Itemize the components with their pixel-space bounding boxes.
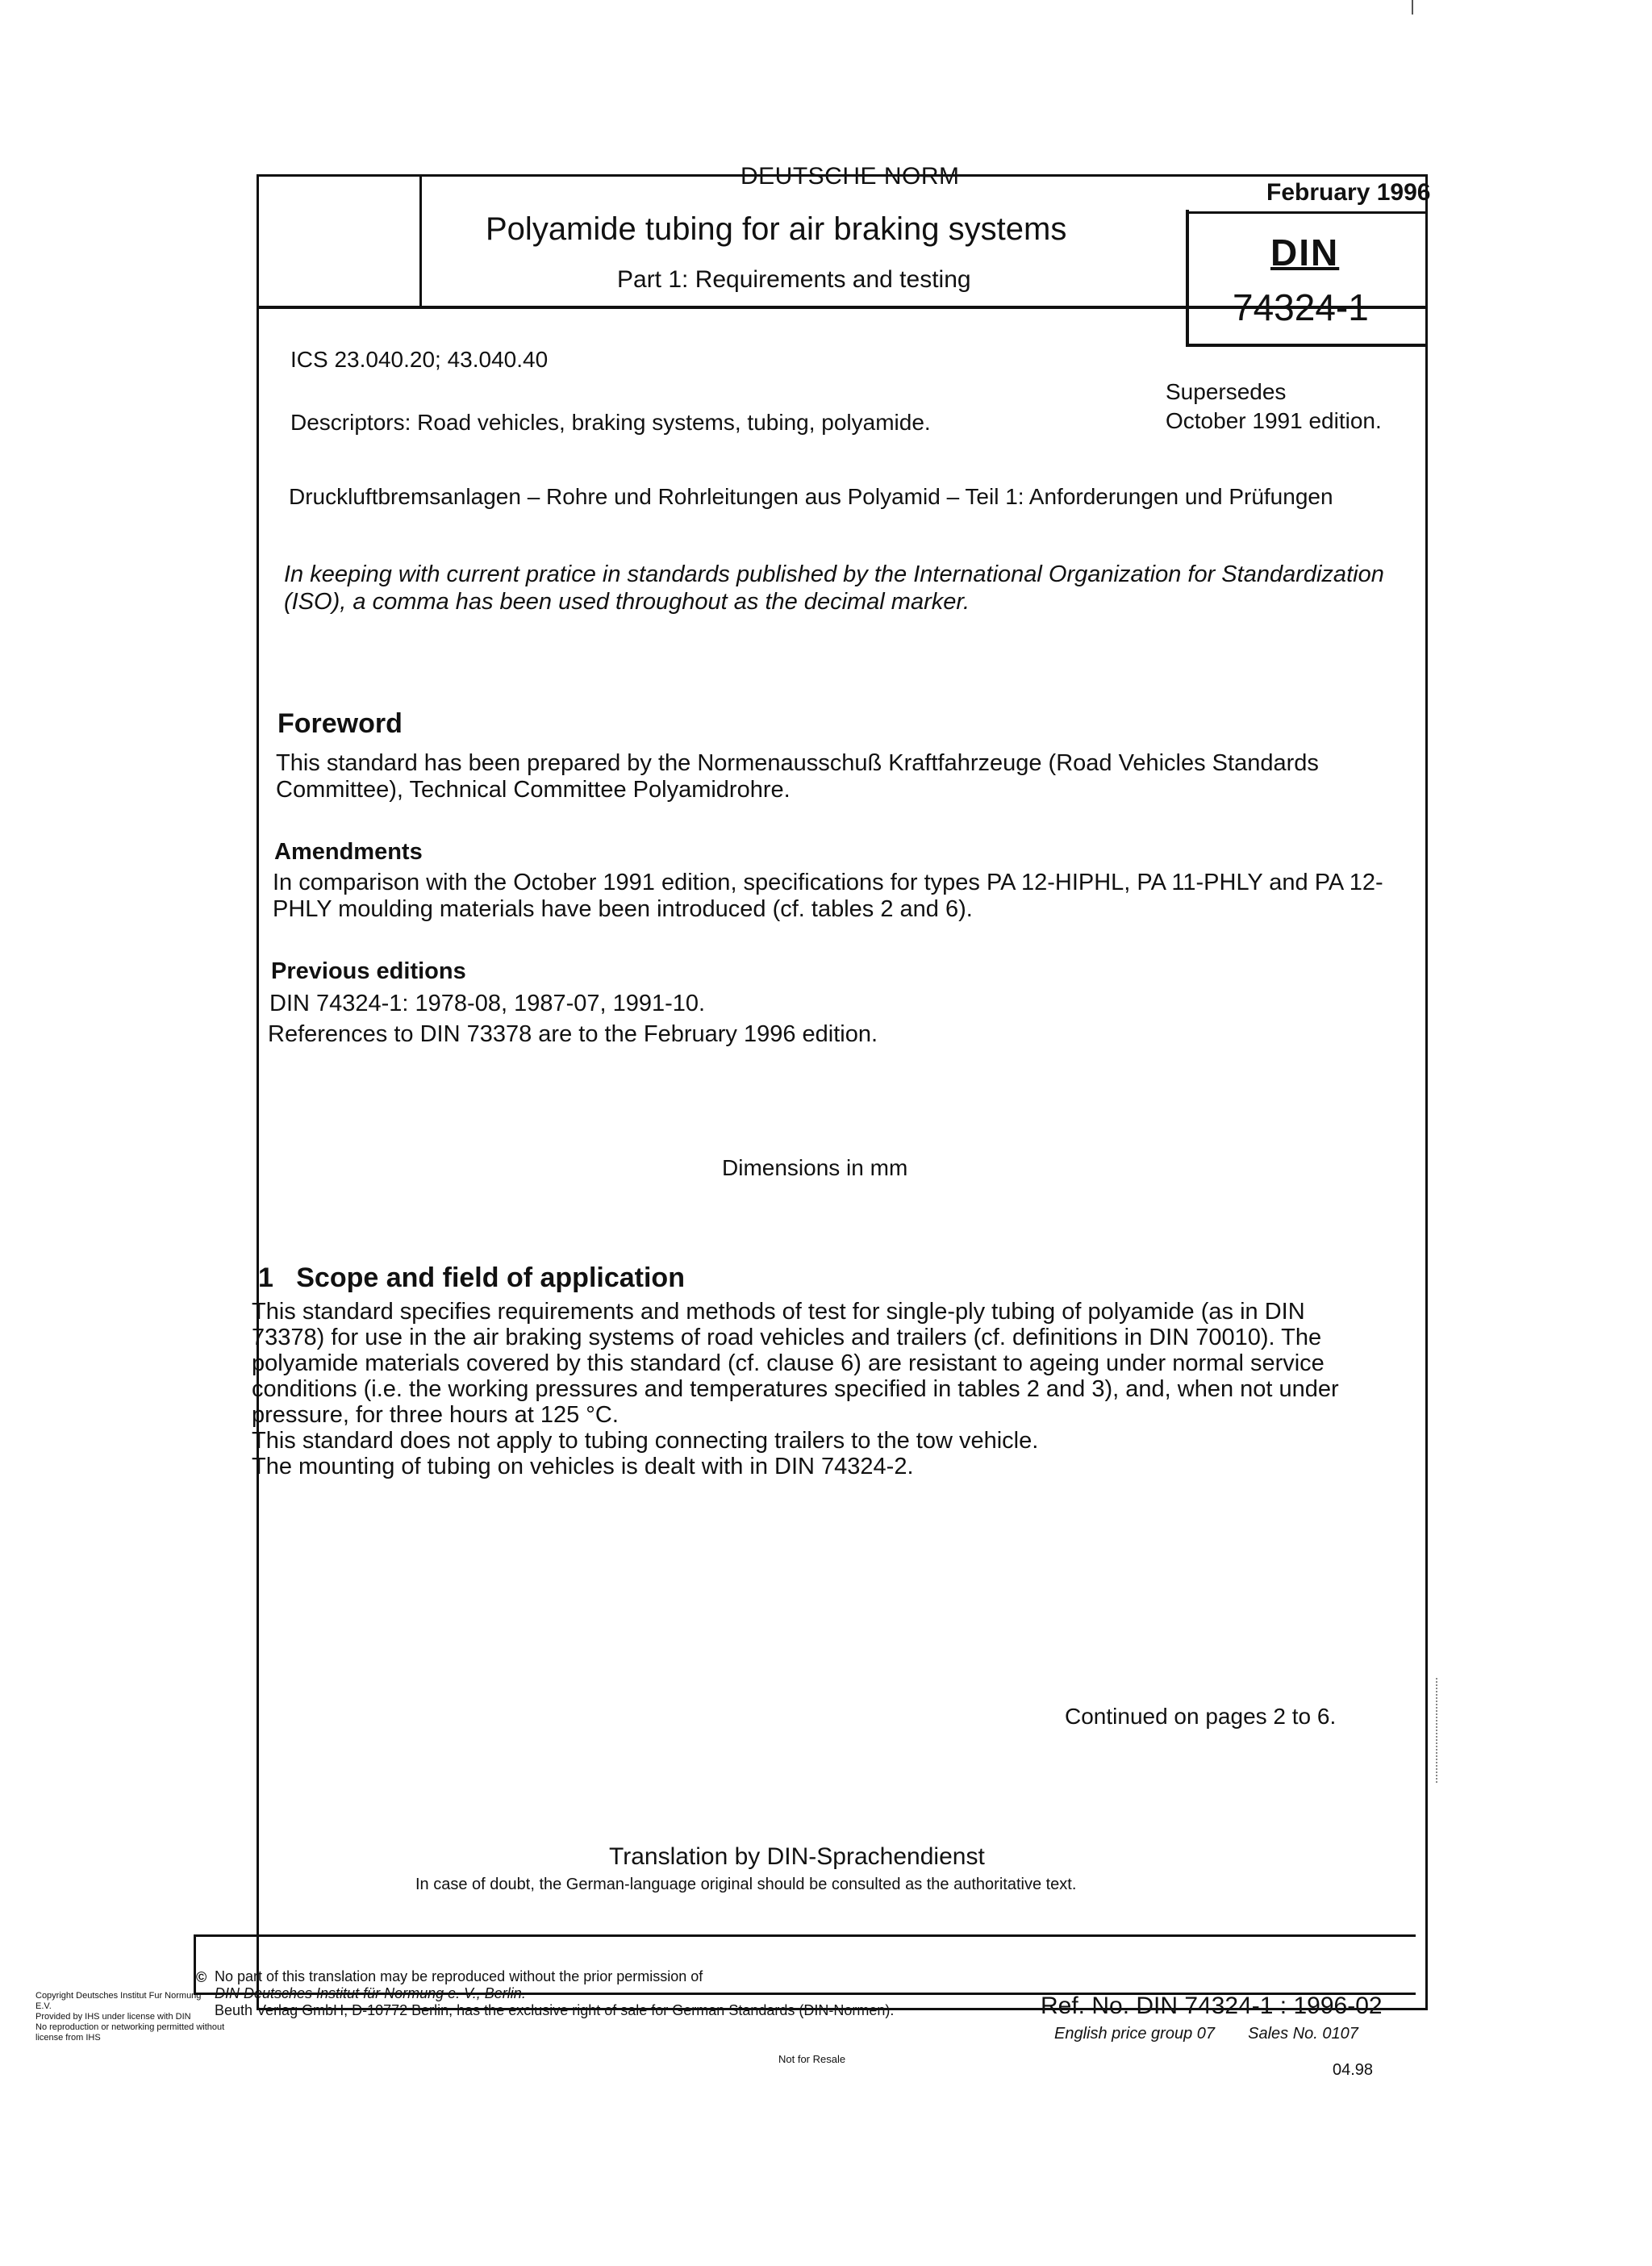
header-divider-left bbox=[419, 176, 422, 307]
previous-editions-heading: Previous editions bbox=[271, 958, 466, 984]
previous-editions-list: DIN 74324-1: 1978-08, 1987-07, 1991-10. bbox=[269, 991, 706, 1016]
scan-mark bbox=[1412, 0, 1413, 15]
price-group bbox=[1054, 2025, 1358, 2043]
page-frame bbox=[257, 174, 1431, 2010]
continued-note: Continued on pages 2 to 6. bbox=[1065, 1704, 1337, 1729]
publication-date: February 1996 bbox=[1266, 179, 1431, 206]
authority-note: In case of doubt, the German-language original should be consulted as the authoritative text. bbox=[415, 1876, 1077, 1893]
scan-dots bbox=[1436, 1678, 1440, 1783]
references-note: References to DIN 73378 are to the February 1996 edition. bbox=[268, 1021, 878, 1047]
amendments-heading: Amendments bbox=[274, 839, 423, 865]
scope-heading: 1 Scope and field of application bbox=[258, 1262, 685, 1293]
ihs-noreproduction-line: No reproduction or networking permitted without license from IHS bbox=[35, 2022, 225, 2043]
document-title: Polyamide tubing for air braking systems bbox=[486, 211, 1067, 247]
descriptors: Descriptors: Road vehicles, braking systems, tubing, polyamide. bbox=[290, 410, 931, 435]
scope-exclusion: This standard does not apply to tubing connecting trailers to the tow vehicle. bbox=[252, 1428, 1039, 1454]
din-box-top-border bbox=[1186, 211, 1428, 214]
reproduction-notice-line2: DIN Deutsches Institut für Normung e. V., Berlin. bbox=[215, 1985, 526, 2001]
sales-number: Sales No. 0107 bbox=[1248, 2025, 1358, 2043]
reproduction-notice-line3: Beuth Verlag GmbH, D-10772 Berlin, has the exclusive right of sale for German Standards (DIN-Normen). bbox=[215, 2002, 895, 2018]
footer-rule-top bbox=[194, 1934, 1416, 1937]
header-divider-right bbox=[1186, 210, 1189, 347]
amendments-text: In comparison with the October 1991 edition, specifications for types PA 12-HIPHL, PA 11-PHLY and PA 12-PHLY moulding materials have been introduced (cf. tables 2 and 6). bbox=[273, 870, 1383, 922]
ihs-copyright-line: Copyright Deutsches Institut Fur Normung E.V. bbox=[35, 1991, 202, 2011]
foreword-text: This standard has been prepared by the Normenausschuß Kraftfahrzeuge (Road Vehicles Standards Committee), Technical Committee Polyamidrohre. bbox=[276, 750, 1319, 803]
document-subtitle: Part 1: Requirements and testing bbox=[617, 266, 971, 293]
dimensions-note: Dimensions in mm bbox=[722, 1155, 908, 1180]
din-logo: DIN bbox=[1270, 232, 1340, 273]
german-title: Druckluftbremsanlagen – Rohre und Rohrleitungen aus Polyamid – Teil 1: Anforderungen und Prüfungen bbox=[289, 484, 1333, 509]
print-date: 04.98 bbox=[1333, 2061, 1374, 2079]
supersedes-label: Supersedes bbox=[1166, 379, 1287, 404]
reproduction-notice bbox=[215, 1968, 894, 2019]
translation-credit: Translation by DIN-Sprachendienst bbox=[609, 1843, 985, 1870]
copyright-icon: © bbox=[196, 1969, 207, 1985]
din-number: 74324-1 bbox=[1233, 286, 1369, 328]
decimal-marker-note: In keeping with current pratice in standards published by the International Organization for Standardization (ISO), a comma has been used throughout as the decimal marker. bbox=[284, 561, 1384, 615]
ics-codes: ICS 23.040.20; 43.040.40 bbox=[290, 347, 549, 372]
foreword-heading: Foreword bbox=[277, 708, 403, 739]
din-box-bottom-border bbox=[1186, 344, 1428, 347]
price-group-label: English price group 07 bbox=[1054, 2025, 1216, 2043]
scope-text bbox=[252, 1299, 1381, 1479]
ihs-copyright-stamp bbox=[35, 1991, 225, 2043]
scope-mounting: The mounting of tubing on vehicles is dealt with in DIN 74324-2. bbox=[252, 1454, 914, 1479]
norm-label: DEUTSCHE NORM bbox=[740, 163, 960, 190]
supersedes-note bbox=[1166, 378, 1382, 436]
not-for-resale: Not for Resale bbox=[778, 2053, 846, 2065]
reproduction-notice-line1: No part of this translation may be reproduced without the prior permission of bbox=[215, 1968, 703, 1984]
reference-number: Ref. No. DIN 74324-1 : 1996-02 bbox=[1041, 1993, 1383, 2019]
supersedes-edition: October 1991 edition. bbox=[1166, 408, 1382, 433]
scope-paragraph: This standard specifies requirements and methods of test for single-ply tubing of polyamide (as in DIN 73378) for use in the air braking systems of road vehicles and trailers (cf. definitions in DIN 70010). The polyamide materials covered by this standard (cf. clause 6) are resistant to ageing under normal service conditions (i.e. the working pressures and temperatures specified in tables 2 and 3), and, when not under pressure, for three hours at 125 °C. bbox=[252, 1299, 1339, 1428]
ihs-provided-line: Provided by IHS under license with DIN bbox=[35, 2012, 191, 2022]
